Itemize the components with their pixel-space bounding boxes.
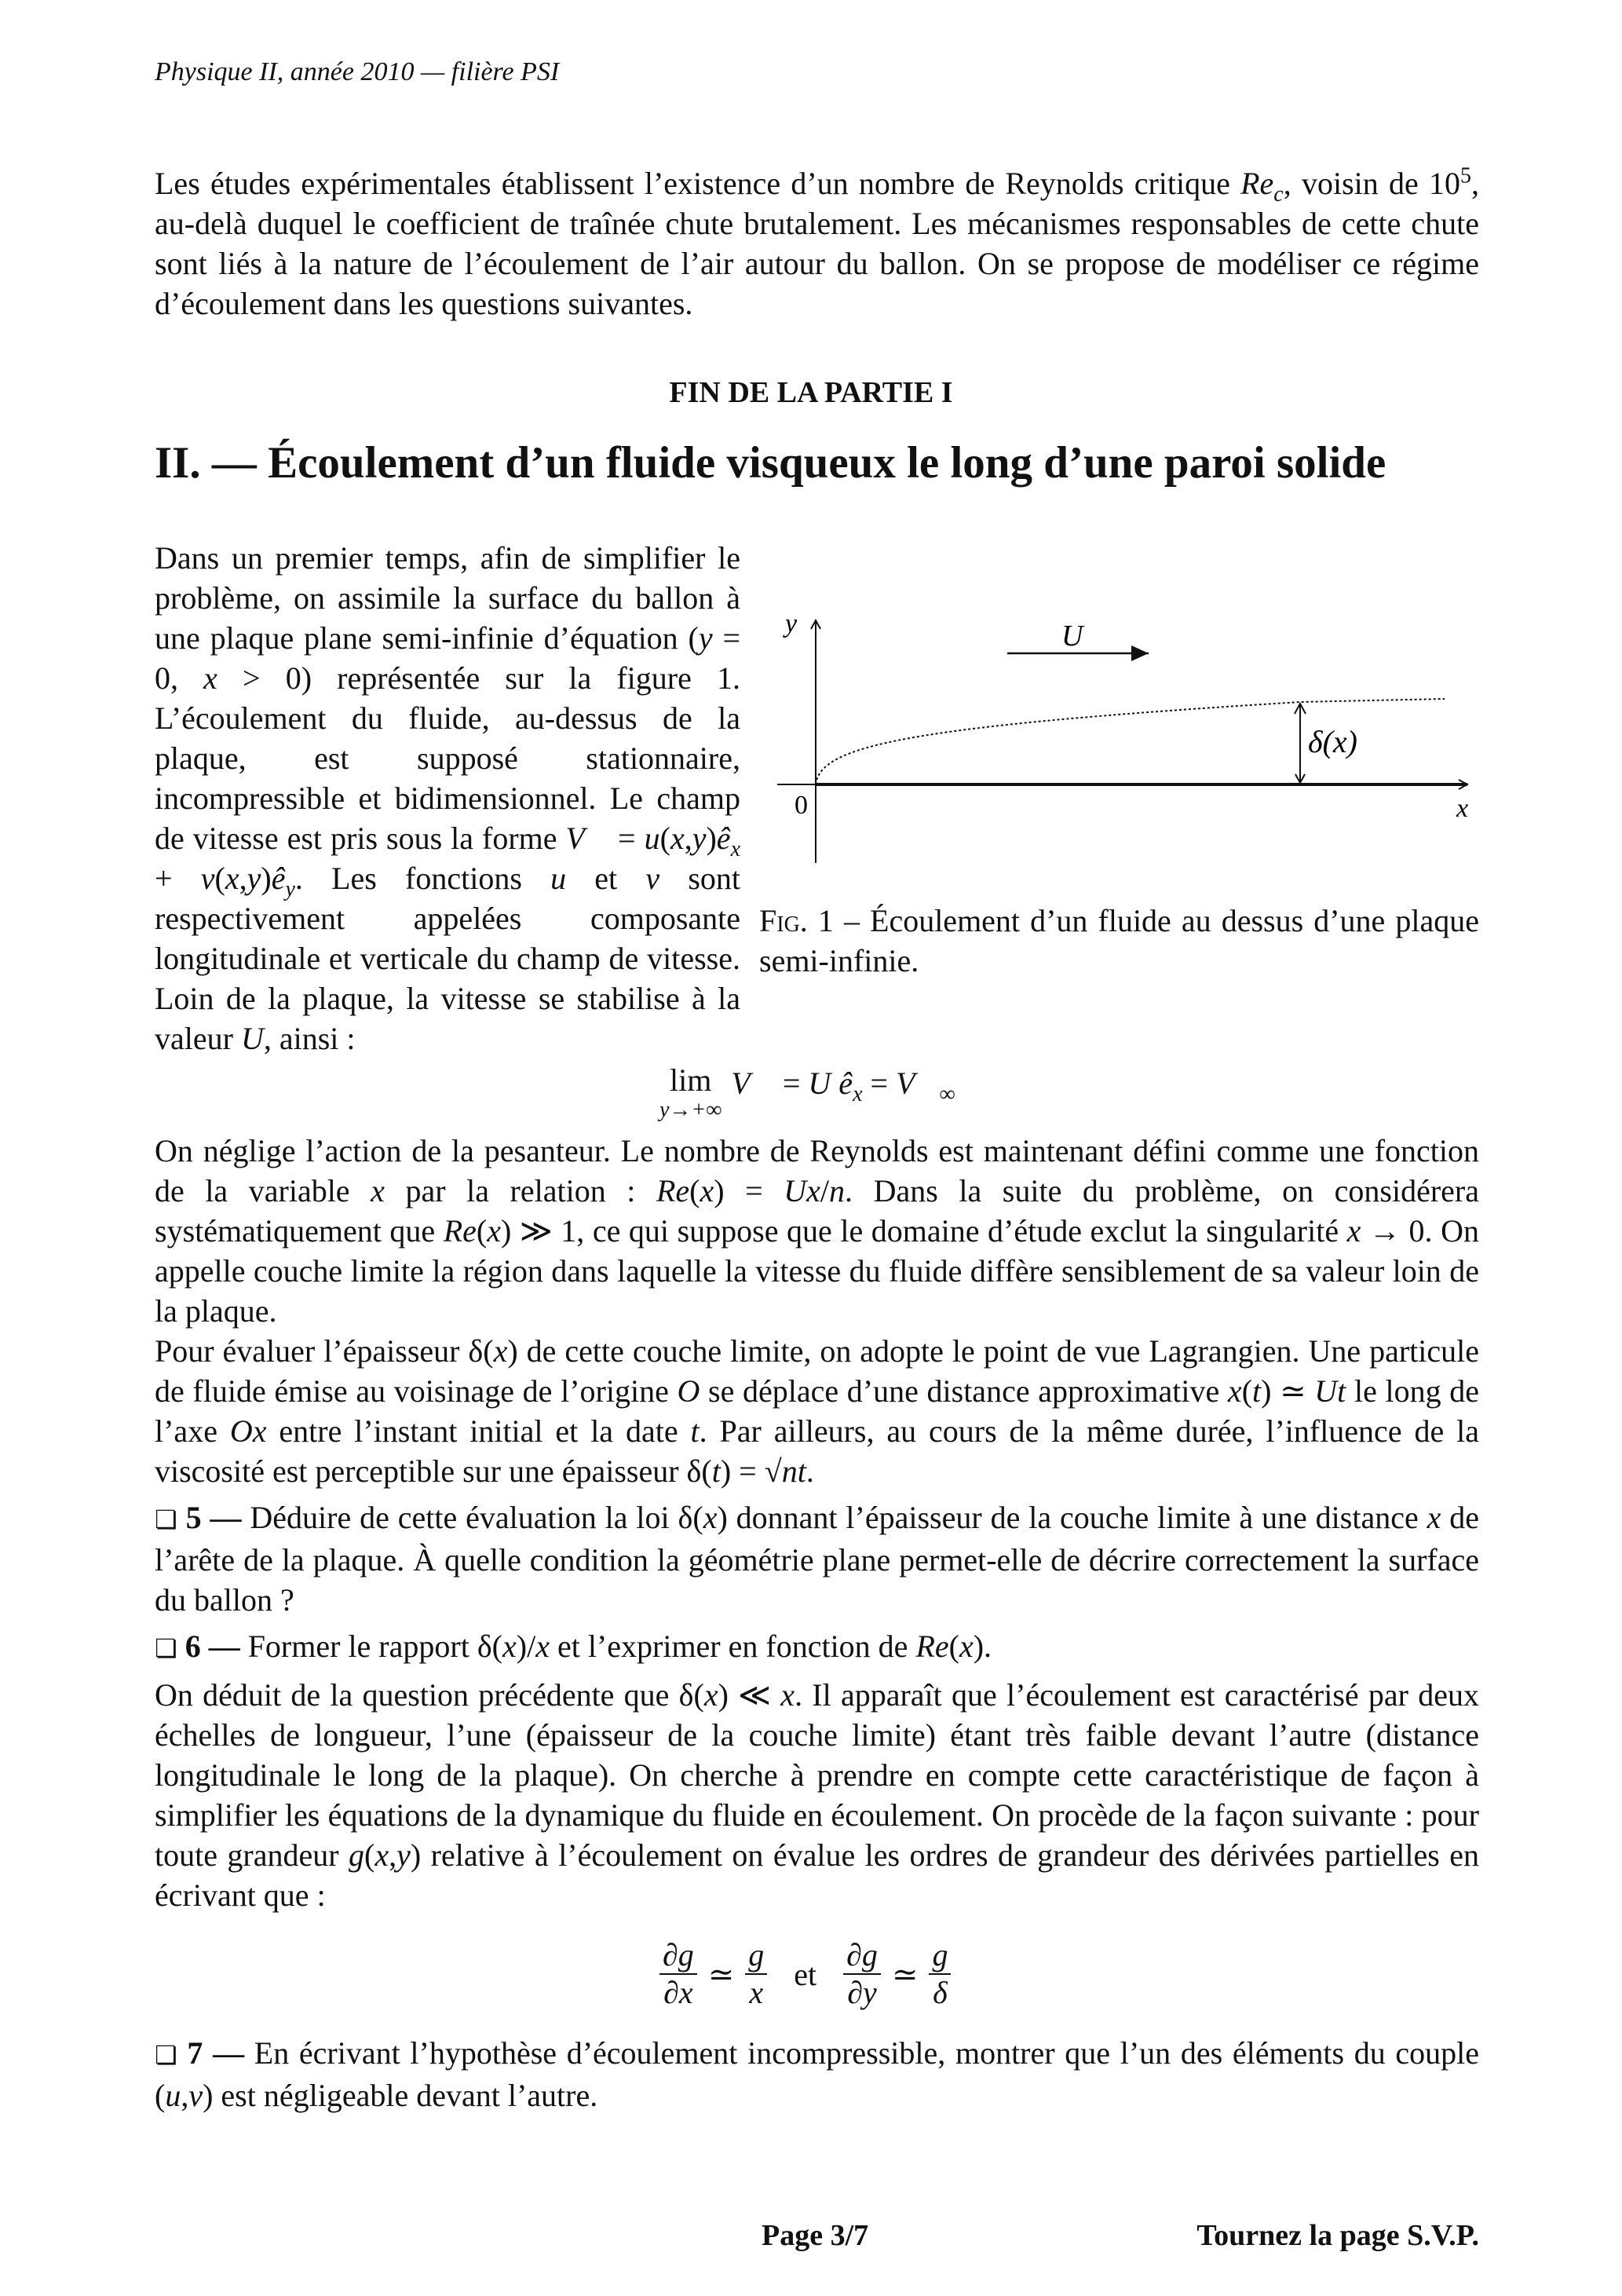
math-symbol: x [959,1629,974,1664]
math-symbol: O [677,1373,700,1409]
approx-sign: ≃ [891,1956,919,1992]
math-symbol: ê [838,1066,853,1101]
derivative-order-equation [659,1937,1479,2011]
math-symbol: x [535,1629,550,1664]
math-symbol: U [808,1066,831,1101]
lim-operator-group [659,1063,721,1123]
math-symbol: x [1346,1213,1361,1249]
math-symbol: x [225,861,239,896]
math-symbol: y [247,861,261,896]
end-of-part-label: FIN DE LA PARTIE I [669,376,953,409]
boundary-thickness-text: Pour évaluer l’épaisseur δ(x) de cette couche limite, on adopte le point de vue Lagrangien. Une particule de fluide émise au voisinage de l’origine O se déplace d’une distance approximative x(t) ≃ Ut le long de l’axe Ox entre l’instant initial et la date t. Par ailleurs, au cours de la même durée, l’influence de la viscosité est perceptible sur une épaisseur δ(t) = √nt. [155,1333,1479,1489]
question-text: Former le rapport δ(x)/x et l’exprimer en fonction de Re(x). [239,1629,992,1664]
superscript: 5 [1460,163,1472,188]
fraction-g-delta [929,1937,951,2011]
section-title: II. — Écoulement d’un fluide visqueux le long d’une paroi solide [155,438,1386,488]
figure-caption [759,901,1479,981]
denominator: ∂y [847,1975,877,2010]
figure-caption-prefix: Fig. [759,903,808,938]
fraction-dg-dx [659,1937,697,2011]
math-symbol: x [374,1837,389,1873]
math-symbol: x [700,1173,714,1208]
math-symbol: t [1252,1373,1262,1409]
subscript: ∞ [939,1082,955,1106]
math-symbol: Ut [1314,1373,1346,1409]
math-symbol: ê [716,821,731,856]
limit-equation-body: V⃗ = U $ê_x$ = $V⃗_\infty$ [731,1066,955,1106]
approx-sign: ≃ [707,1956,735,1992]
numerator: g [745,1937,767,1975]
subscript: c [1273,182,1284,207]
question-text: Déduire de cette évaluation la loi δ(x) donnant l’épaisseur de la couche limite à une distance x de l’arête de la plaque. À quelle condition la géométrie plane permet-elle de décrire correctement la surface du ballon ? [155,1500,1480,1618]
denominator: x [749,1975,764,2010]
math-symbol: Ux [784,1173,820,1208]
question-number: 7 — [187,2035,245,2071]
math-symbol: v [188,2078,203,2113]
fraction-g-x [745,1937,767,2011]
math-symbol: x [371,1173,385,1208]
math-symbol: x [493,1333,508,1369]
intro-paragraph: Les études expérimentales établissent l’existence d’un nombre de Reynolds critique $Re_c$, voisin de $10^5$, au-delà duquel le coefficient de traînée chute brutalement. Les mécanismes responsables de cette chute sont liés à la nature de l’écoulement de l’air autour du ballon. On se propose de modéliser ce régime d’écoulement dans les questions suivantes. [155,163,1480,321]
math-symbol: V⃗ [565,821,610,856]
math-symbol: Ox [229,1413,267,1449]
fraction-dg-dy [843,1937,881,2011]
lim-subscript: y→+∞ [659,1098,722,1122]
math-symbol: g [349,1837,365,1873]
math-symbol: V⃗ [896,1066,940,1101]
origin-label: 0 [795,791,808,820]
math-symbol: Re [443,1213,477,1249]
question-7 [155,2033,1479,2115]
figure-1-boundary-layer [759,538,1479,891]
plate-description-paragraph: Dans un premier temps, afin de simplifier le problème, on assimile la surface du ballon à une plaque plane semi-infinie d’équation (y = 0, x > 0) représentée sur la figure 1. L’écoulement du fluide, au-dessus de la plaque, est supposé stationnaire, incompressible et bidimensionnel. Le champ de vitesse est pris sous la forme V⃗ = $u(x,y)ê_x$ + $v(x,y)ê_y$. Les fonctions u et v sont respectivement appelées composante longitudinale et verticale du champ de vitesse. Loin de la plaque, la vitesse se stabilise à la valeur U, ainsi : [155,540,741,1056]
lim-operator: lim [669,1062,712,1098]
question-number: 5 — [185,1500,242,1535]
question-5 [155,1497,1479,1620]
subscript: x [730,837,740,861]
math-symbol: y [396,1837,411,1873]
math-symbol: v [200,861,215,896]
x-axis-label: x [1456,794,1469,823]
question-6 [155,1626,1479,1669]
math-symbol: V⃗ [731,1066,775,1101]
figure-caption-text: 1 – Écoulement d’un fluide au dessus d’une plaque semi-infinie. [759,903,1479,978]
y-axis-label: y [785,609,798,638]
numerator: g [929,1937,951,1975]
math-symbol: x [502,1629,517,1664]
math-symbol: x [1227,1373,1242,1409]
math-symbol: u [644,821,660,856]
numerator: ∂g [843,1937,881,1975]
math-symbol: n [829,1173,846,1208]
figure-1-column [759,538,1479,981]
math-symbol: x [203,660,217,696]
math-symbol: x [1427,1500,1441,1535]
math-symbol: y [698,620,713,656]
and-word: et [794,1956,817,1992]
denominator: ∂x [663,1975,693,2010]
text-and-figure-row [155,538,1479,1058]
two-scales-paragraph: On déduit de la question précédente que δ(x) ≪ x. Il apparaît que l’écoulement est caractérisé par deux échelles de longueur, l’une (épaisseur de la couche limite) étant très faible devant l’autre (distance longitudinale le long de la plaque). On cherche à prendre en compte cette caractéristique de façon à simplifier les équations de la dynamique du fluide en écoulement. On procède de la façon suivante : pour toute grandeur g(x,y) relative à l’écoulement on évalue les ordres de grandeur des dérivées partielles en écrivant que : [155,1677,1479,1913]
denominator: δ [933,1975,948,2010]
math-symbol: x [780,1677,795,1713]
math-symbol: x [703,1677,718,1713]
subscript: x [853,1082,863,1106]
page-number: Page 3/7 [762,2219,869,2252]
delta-label: δ(x) [1308,724,1357,759]
question-text: En écrivant l’hypothèse d’écoulement incompressible, montrer que l’un des éléments du couple (u,v) est négligeable devant l’autre. [155,2035,1480,2113]
question-checkbox-icon: ❏ [155,2040,177,2070]
subscript: y [285,877,295,901]
math-symbol: u [550,861,567,896]
math-symbol: x [487,1213,501,1249]
math-symbol: t [690,1413,700,1449]
math-symbol: Re [915,1629,949,1664]
reynolds-definition-text: On néglige l’action de la pesanteur. Le nombre de Reynolds est maintenant défini comme une fonction de la variable x par la relation : Re(x) = Ux/n. Dans la suite du problème, on considérera systématiquement que Re(x) ≫ 1, ce qui suppose que le domaine d’étude exclut la singularité x → 0. On appelle couche limite la région dans laquelle la vitesse du fluide diffère sensiblement de sa valeur loin de la plaque. [155,1133,1479,1329]
math-symbol: Re [656,1173,690,1208]
main-flow [155,538,1479,2115]
math-symbol: y [692,821,707,856]
turn-page-note: Tournez la page S.V.P. [1196,2219,1479,2252]
math-symbol: ê [271,861,286,896]
question-checkbox-icon: ❏ [155,1504,177,1534]
math-symbol: v [645,861,660,896]
limit-equation [659,1063,1479,1123]
velocity-label: U [1061,620,1083,653]
math-symbol: U [240,1021,264,1056]
question-checkbox-icon: ❏ [155,1633,177,1663]
math-symbol: t [711,1453,721,1489]
numerator: ∂g [659,1937,697,1975]
math-symbol: x [703,1500,718,1535]
math-symbol: Re [1240,166,1274,201]
math-symbol: x [670,821,685,856]
running-header: Physique II, année 2010 — filière PSI [155,57,560,86]
math-symbol: nt [781,1453,806,1489]
math-symbol: u [165,2078,181,2113]
question-number: 6 — [184,1629,240,1664]
